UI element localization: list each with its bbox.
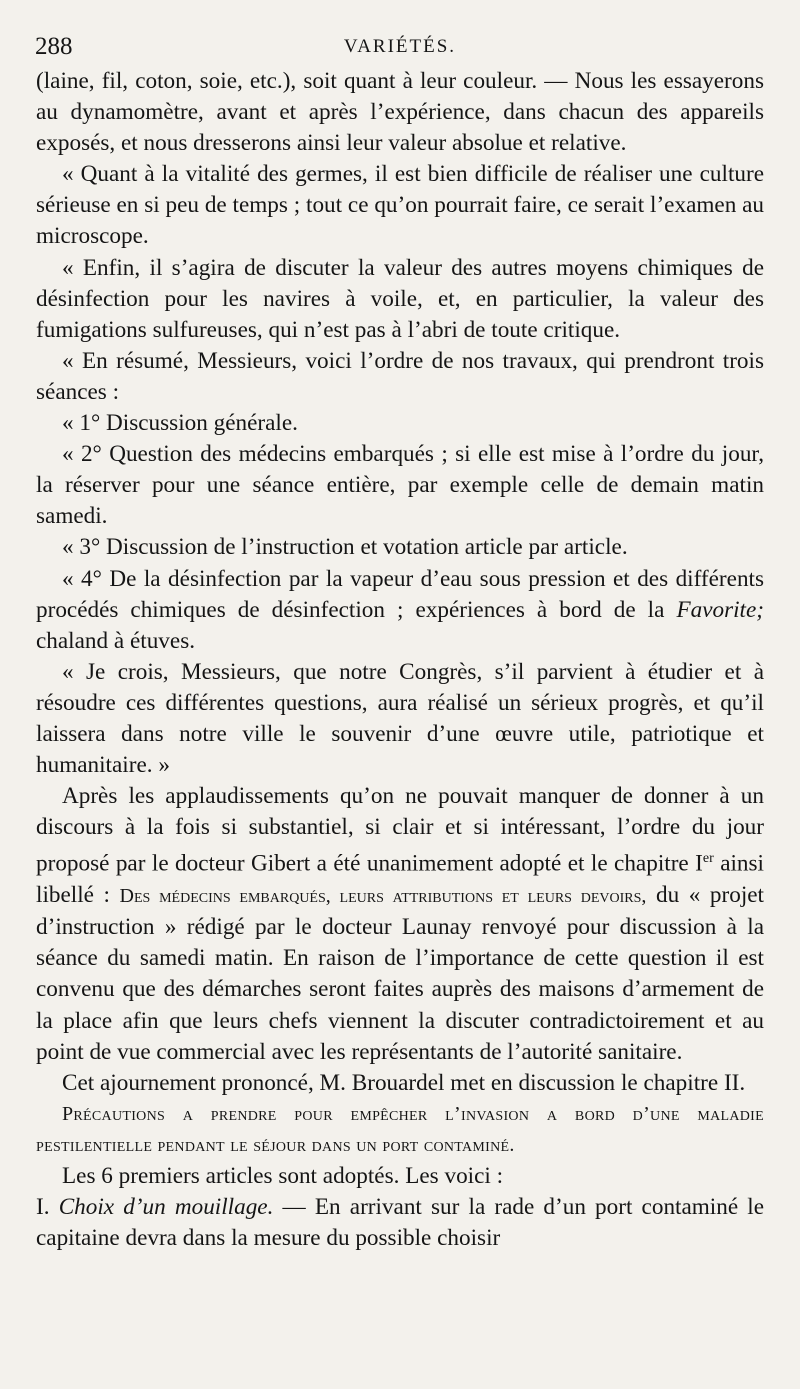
ship-name: Favorite; — [676, 596, 765, 623]
superscript: er — [702, 851, 714, 867]
paragraph — [36, 1192, 764, 1254]
page-number: 288 — [35, 33, 73, 60]
page-header — [35, 30, 765, 64]
paragraph-text: Après les applaudissements qu’on ne pouvait manquer de donner à un discours à la fois si substantiel, si clair et si intéressant, l’ordre du jour proposé par le docteur Gibert a été unanimement adopté et le chapitre I — [36, 783, 764, 878]
paragraph: « Je crois, Messieurs, que notre Congrès, s’il parvient à étudier et à résoudre ces différentes questions, aura réalisé un sérieux progrès, et qu’il laissera dans notre ville le souvenir d’une œuvre utile, patriotique et humanitaire. » — [36, 658, 764, 779]
article-number: I. — [36, 1193, 50, 1220]
paragraph: Les 6 premiers articles sont adoptés. Les voici : — [62, 1162, 504, 1189]
paragraph: « Enfin, il s’agira de discuter la valeur des autres moyens chimiques de désinfection pour les navires à voile, et, en particulier, la valeur des fumigations sulfureuses, qui n’est pas à l’abri de toute critique. — [36, 254, 764, 343]
paragraph-text: « 4° De la désinfection par la vapeur d’eau sous pression et des différents procédés chimiques de désinfection ; expériences à bord de la — [36, 565, 764, 623]
paragraph: « Quant à la vitalité des germes, il est bien difficile de réaliser une culture sérieuse en si peu de temps ; tout ce qu’on pourrait faire, ce serait l’examen au microscope. — [36, 161, 764, 250]
paragraph: « En résumé, Messieurs, voici l’ordre de nos travaux, qui prendront trois séances : — [36, 347, 764, 405]
chapter-title: Des médecins embarqués, leurs attributions et leurs devoirs, — [119, 885, 647, 908]
list-item: « 3° Discussion de l’instruction et votation article par article. — [62, 534, 628, 561]
paragraph-text: du « projet d’instruction » rédigé par le docteur Launay renvoyé pour discussion à la séance du samedi matin. En raison de l’importance de cette question il est convenu que des démarches seront faites auprès des maisons d’armement de la place afin que leurs chefs viennent la discuter contradictoirement et au point de vue commercial avec les représentants de l’autorité sanitaire. — [36, 882, 764, 1065]
paragraph-text: — En arrivant sur la rade d’un port contaminé le capitaine devra dans la mesure du possible choisir — [36, 1193, 765, 1252]
body-text — [36, 66, 764, 1254]
paragraph-text: ainsi libellé : — [36, 851, 764, 909]
running-head: VARIÉTÉS. — [343, 36, 457, 57]
paragraph-text: chaland à étuves. — [36, 627, 196, 654]
list-item: « 2° Question des médecins embarqués ; si elle est mise à l’ordre du jour, la réserver pour une séance entière, par exemple celle de demain matin samedi. — [36, 441, 764, 530]
paragraph — [36, 781, 764, 1068]
paragraph: Cet ajournement prononcé, M. Brouardel met en discussion le chapitre II. — [62, 1069, 746, 1096]
chapter-heading: Précautions a prendre pour empêcher l’invasion a bord d’une maladie pestilentielle pendant le séjour dans un port contaminé. — [36, 1102, 764, 1156]
article-title: Choix d’un mouillage. — [58, 1193, 274, 1220]
paragraph: (laine, fil, coton, soie, etc.), soit quant à leur couleur. — Nous les essayerons au dynamomètre, avant et après l’expérience, dans chacun des appareils exposés, et nous dresserons ainsi leur valeur absolue et relative. — [36, 68, 764, 157]
list-item: « 1° Discussion générale. — [62, 410, 298, 437]
list-item — [36, 564, 764, 657]
